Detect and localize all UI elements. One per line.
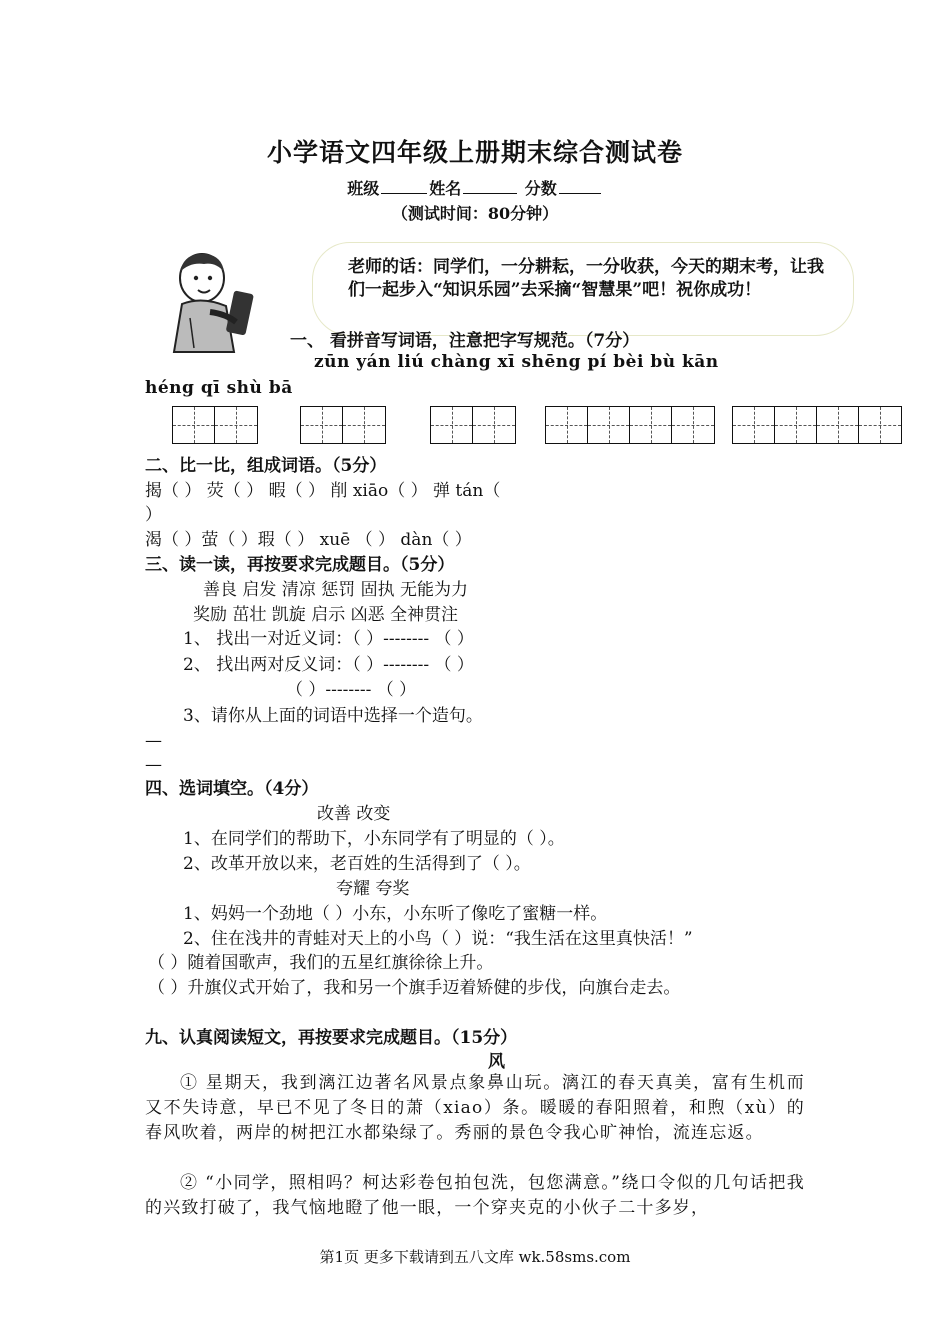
section9-heading: 九、认真阅读短文，再按要求完成题目。（15分） (145, 1028, 518, 1048)
writing-cell[interactable] (630, 407, 672, 443)
section3-heading: 三、读一读，再按要求完成题目。（5分） (145, 555, 455, 575)
score-blank[interactable] (559, 179, 601, 194)
section3-q1: 1、 找出一对近义词：（ ）-------- （ ） (183, 629, 474, 649)
class-blank[interactable] (381, 179, 427, 194)
name-label: 姓名 (429, 179, 462, 198)
student-info-line (0, 176, 950, 199)
section3-q2: 2、 找出两对反义词：（ ）-------- （ ） (183, 655, 474, 675)
score-label: 分数 (524, 179, 557, 198)
section2-heading: 二、比一比，组成词语。（5分） (145, 456, 387, 476)
pinyin-line-2: héng qī shù bā (145, 378, 293, 398)
section3-words-1: 善良 启发 清凉 惩罚 固执 无能为力 (203, 580, 469, 600)
writing-cell[interactable] (431, 407, 473, 443)
section4-heading: 四、选词填空。（4分） (145, 779, 319, 799)
pinyin-line-1: zūn yán liú chàng xī shēng pí bèi bù kān (314, 352, 719, 372)
section2-row2: 渴（ ）萤（ ）瑕（ ） xuē （ ） dàn（ ） (145, 530, 472, 550)
writing-cell[interactable] (588, 407, 630, 443)
section4-q3: 1、妈妈一个劲地（ ）小东，小东听了像吃了蜜糖一样。 (183, 904, 608, 924)
section3-q3: 3、请你从上面的词语中选择一个造句。 (183, 706, 483, 726)
page-footer: 第1页 更多下载请到五八文库 wk.58sms.com (319, 1248, 631, 1266)
writing-box-group[interactable] (300, 406, 386, 444)
section4-word-pair-1: 改善 改变 (317, 804, 391, 824)
time-note: （测试时间：80分钟） (391, 204, 559, 223)
section3-q2b: （ ）-------- （ ） (286, 680, 417, 700)
answer-line-1[interactable]: — (145, 731, 162, 751)
section4-q5: （ ）随着国歌声，我们的五星红旗徐徐上升。 (148, 953, 494, 973)
answer-line-2[interactable]: — (145, 755, 162, 775)
section2-row1-cont: ） (145, 505, 162, 525)
writing-box-group[interactable] (430, 406, 516, 444)
writing-cell[interactable] (672, 407, 714, 443)
writing-cell[interactable] (301, 407, 343, 443)
story-paragraph-2: ② “小同学，照相吗？柯达彩卷包拍包洗，包您满意。”绕口令似的几句话把我的兴致打破了，我气恼地瞪了他一眼，一个穿夹克的小伙子二十多岁， (145, 1173, 805, 1218)
story-paragraph-1: ① 星期天，我到漓江边著名风景点象鼻山玩。漓江的春天真美，富有生机而又不失诗意，早已不见了冬日的萧（xiao）条。暖暖的春阳照着，和煦（xù）的春风吹着，两岸的树把江水都染绿了。秀丽的景色令我心旷神怡，流连忘返。 (145, 1073, 805, 1143)
section4-q2: 2、改革开放以来，老百姓的生活得到了（ ）。 (183, 854, 531, 874)
writing-cell[interactable] (817, 407, 859, 443)
section2-row1: 揭（ ） 荧（ ） 暇（ ） 削 xiāo（ ） 弹 tán（ (145, 481, 501, 501)
writing-box-group[interactable] (172, 406, 258, 444)
writing-cell[interactable] (215, 407, 257, 443)
section4-q6: （ ）升旗仪式开始了，我和另一个旗手迈着矫健的步伐，向旗台走去。 (148, 978, 681, 998)
section3-words-2: 奖励 茁壮 凯旋 启示 凶恶 全神贯注 (193, 605, 459, 625)
writing-cell[interactable] (546, 407, 588, 443)
writing-cell[interactable] (775, 407, 817, 443)
writing-cell[interactable] (733, 407, 775, 443)
section4-word-pair-2: 夸耀 夸奖 (336, 879, 410, 899)
section4-q1: 1、在同学们的帮助下，小东同学有了明显的（ ）。 (183, 829, 565, 849)
writing-cell[interactable] (859, 407, 901, 443)
section4-q4: 2、住在浅井的青蛙对天上的小鸟（ ）说：“我生活在这里真快活！” (183, 929, 693, 949)
writing-box-group[interactable] (545, 406, 715, 444)
writing-box-group[interactable] (732, 406, 902, 444)
boy-reading-illustration (160, 248, 270, 358)
name-blank[interactable] (463, 179, 517, 194)
writing-grid-row (172, 406, 907, 444)
writing-cell[interactable] (343, 407, 385, 443)
section1-heading: 一、 看拼音写词语，注意把字写规范。（7分） (290, 331, 640, 351)
exam-title: 小学语文四年级上册期末综合测试卷 (266, 138, 683, 167)
class-label: 班级 (347, 179, 380, 198)
teacher-speech: 老师的话：同学们，一分耕耘，一分收获，今天的期末考，让我们一起步入“知识乐园”去采摘“智慧果”吧！祝你成功！ (348, 257, 824, 300)
writing-cell[interactable] (473, 407, 515, 443)
story-title: 风 (488, 1052, 505, 1072)
writing-cell[interactable] (173, 407, 215, 443)
